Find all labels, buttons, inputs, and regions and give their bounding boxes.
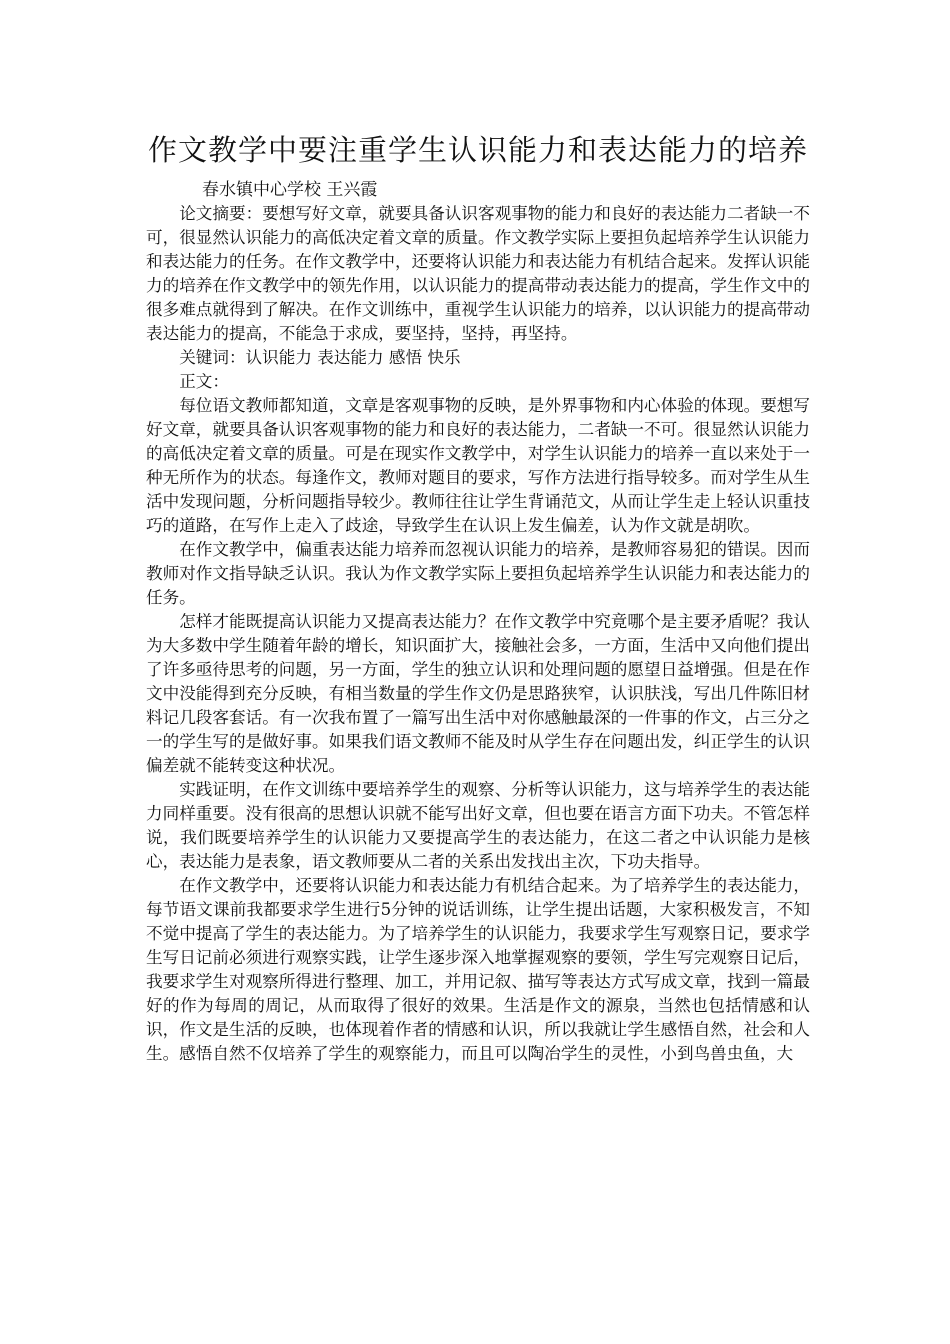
document-page [146,128,810,1066]
body-paragraph: 在作文教学中，还要将认识能力和表达能力有机结合起来。为了培养学生的表达能力，每节语文课前我都要求学生进行5分钟的说话训练，让学生提出话题，大家积极发言，不知不觉中提高了学生的表达能力。为了培养学生的认识能力，我要求学生写观察日记，要求学生写日记前必须进行观察实践，让学生逐步深入地掌握观察的要领，学生写完观察日记后，我要求学生对观察所得进行整理、加工，并用记叙、描写等表达方式写成文章，找到一篇最好的作为每周的周记，从而取得了很好的效果。生活是作文的源泉，当然也包括情感和认识，作文是生活的反映，也体现着作者的情感和认识，所以我就让学生感悟自然，社会和人生。感悟自然不仅培养了学生的观察能力，而且可以陶冶学生的灵性，小到鸟兽虫鱼，大 [146,876,810,1063]
abstract-paragraph: 论文摘要：要想写好文章，就要具备认识客观事物的能力和良好的表达能力二者缺一不可，很显然认识能力的高低决定着文章的质量。作文教学实际上要担负起培养学生认识能力和表达能力的任务。在作文教学中，还要将认识能力和表达能力有机结合起来。发挥认识能力的培养在作文教学中的领先作用，以认识能力的提高带动表达能力的提高，学生作文中的很多难点就得到了解决。在作文训练中，重视学生认识能力的培养，以认识能力的提高带动表达能力的提高，不能急于求成，要坚持，坚持，再坚持。 [146,204,810,343]
body-paragraph: 怎样才能既提高认识能力又提高表达能力？在作文教学中究竟哪个是主要矛盾呢？我认为大多数中学生随着年龄的增长，知识面扩大，接触社会多，一方面，生活中又向他们提出了许多亟待思考的问题，另一方面，学生的独立认识和处理问题的愿望日益增强。但是在作文中没能得到充分反映，有相当数量的学生作文仍是思路狭窄，认识肤浅，写出几件陈旧材料记几段客套话。有一次我布置了一篇写出生活中对你感触最深的一件事的作文，占三分之一的学生写的是做好事。如果我们语文教师不能及时从学生存在问题出发，纠正学生的认识偏差就不能转变这种状况。 [146,612,810,775]
document-title: 作文教学中要注重学生认识能力和表达能力的培养 [147,133,808,167]
body-paragraph: 在作文教学中，偏重表达能力培养而忽视认识能力的培养，是教师容易犯的错误。因而教师对作文指导缺乏认识。我认为作文教学实际上要担负起培养学生认识能力和表达能力的任务。 [146,540,810,607]
keywords-line: 关键词：认识能力 表达能力 感悟 快乐 [179,348,461,367]
body-paragraph: 每位语文教师都知道，文章是客观事物的反映，是外界事物和内心体验的体现。要想写好文章，就要具备认识客观事物的能力和良好的表达能力，二者缺一不可。很显然认识能力的高低决定着文章的质量。可是在现实作文教学中，对学生认识能力的培养一直以来处于一种无所作为的状态。每逢作文，教师对题目的要求，写作方法进行指导较多。而对学生从生活中发现问题，分析问题指导较少。教师往往让学生背诵范文，从而让学生走上轻认识重技巧的道路，在写作上走入了歧途，导致学生在认识上发生偏差，认为作文就是胡吹。 [146,396,810,535]
body-label: 正文： [179,372,229,391]
body-paragraph: 实践证明，在作文训练中要培养学生的观察、分析等认识能力，这与培养学生的表达能力同样重要。没有很高的思想认识就不能写出好文章，但也要在语言方面下功夫。不管怎样说，我们既要培养学生的认识能力又要提高学生的表达能力，在这二者之中认识能力是核心，表达能力是表象，语文教师要从二者的关系出发找出主次，下功夫指导。 [146,780,810,871]
author-line: 春水镇中心学校 王兴霞 [202,180,378,200]
